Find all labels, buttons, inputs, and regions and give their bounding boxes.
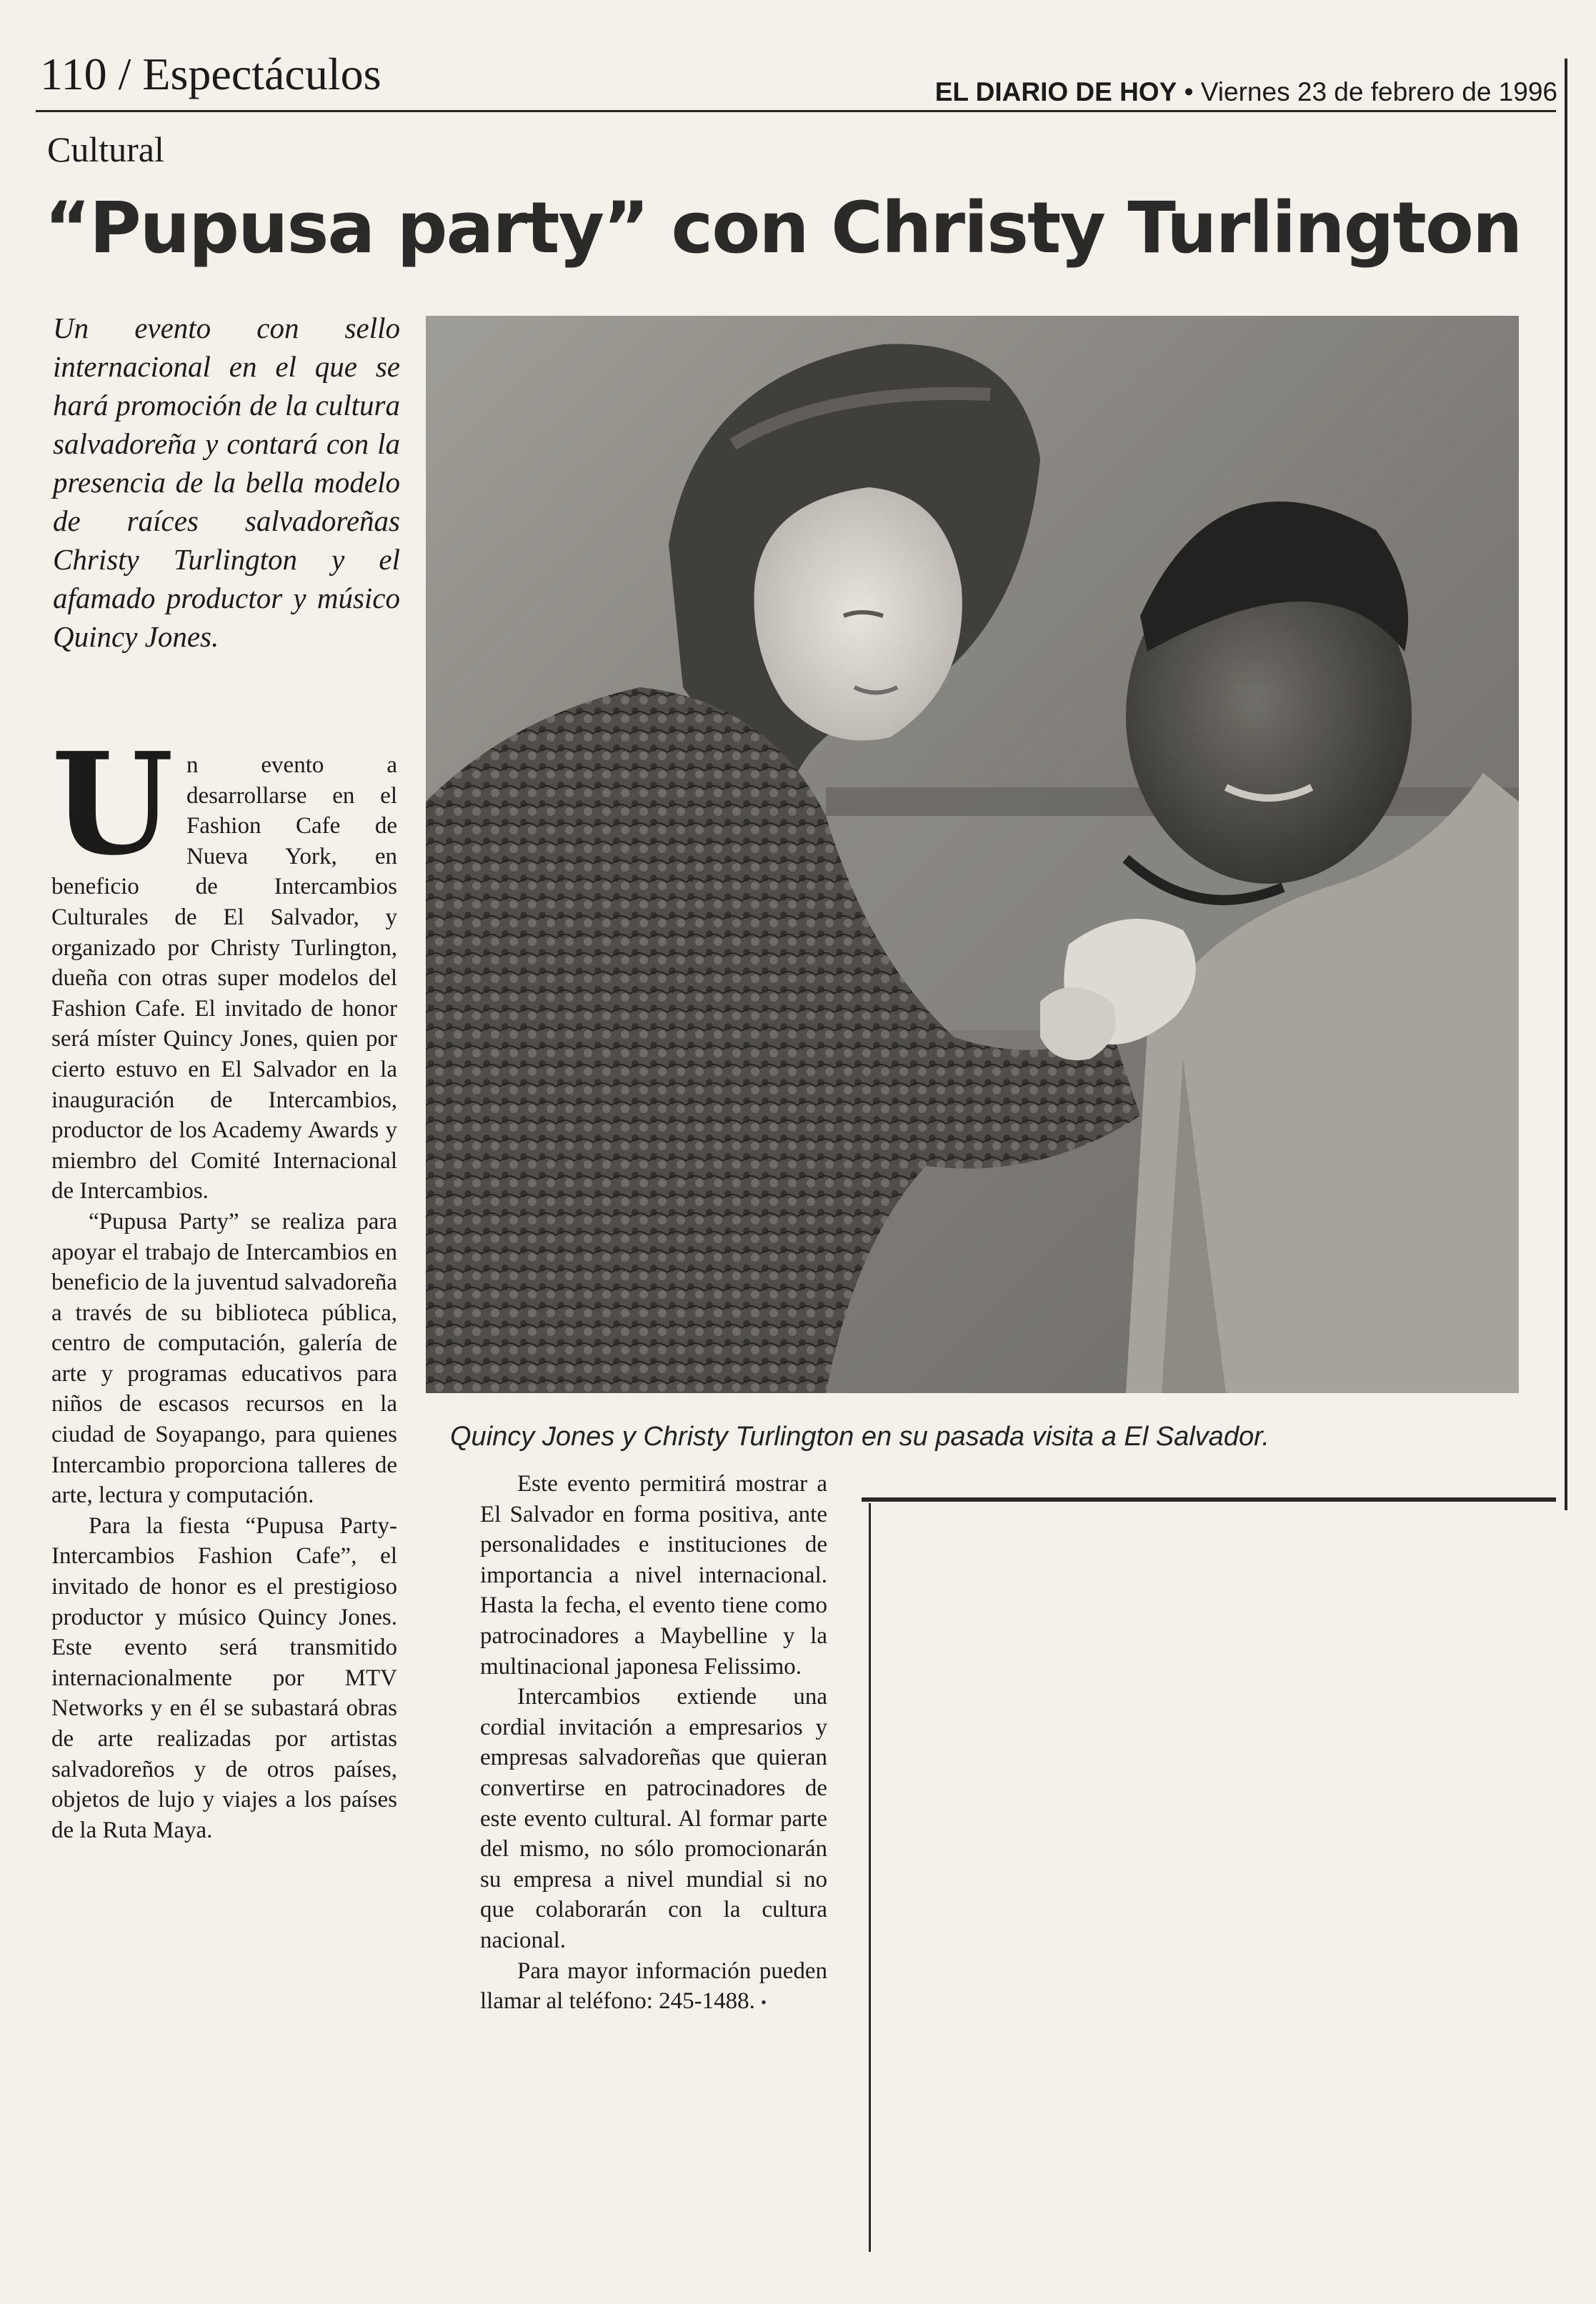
- paragraph-4: Este evento permitirá mostrar a El Salvador en forma positiva, ante personalidades e instituciones de importancia a nivel internacional. Hasta la fecha, el evento tiene como patrocinadores a Maybelline y la multinacional japonesa Felissimo.: [480, 1471, 827, 1680]
- paragraph-2: “Pupusa Party” se realiza para apoyar el trabajo de Intercambios en beneficio de la juventud salvadoreña a través de su biblioteca pública, centro de computación, galería de arte y programas educativos para niños de escasos recursos en la ciudad de Soyapango, para quienes Intercambio proporciona talleres de arte, lectura y computación.: [51, 1208, 397, 1509]
- masthead-separator: •: [1184, 77, 1194, 106]
- paragraph-3: Para la fiesta “Pupusa Party- Intercambios Fashion Cafe”, el invitado de honor es el prestigioso productor y músico Quincy Jones. Este evento será transmitido internacionalmente por MTV Networks y en él se subastará obras de arte realizadas por artistas salvadoreños y de otros países, objetos de lujo y viajes a los países de la Ruta Maya.: [51, 1512, 397, 1843]
- issue-date: Viernes 23 de febrero de 1996: [1200, 77, 1557, 106]
- section-kicker: Cultural: [47, 129, 164, 169]
- right-frame-rule: [1565, 59, 1567, 1510]
- article-column-2: [480, 1469, 827, 2018]
- headline: “Pupusa party” con Christy Turlington: [44, 187, 1522, 269]
- paragraph-1: [51, 722, 397, 1207]
- article-column-1: [51, 722, 397, 1845]
- article-deck: Un evento con sello internacional en el que se hará promoción de la cultura salvadoreña y contará con la presencia de la bella modelo de raíces salvadoreñas Christy Turlington y el afamado productor y músico Quincy Jones.: [53, 311, 400, 653]
- photo-illustration: [426, 316, 1519, 1393]
- paragraph-6: [480, 1956, 827, 2018]
- paragraph-5: Intercambios extiende una cordial invitación a empresarios y empresas salvadoreñas que quieran convertirse en patrocinadores de este evento cultural. Al formar parte del mismo, no sólo promocionarán su empresa a nivel mundial si no que colaborarán con la cultura nacional.: [480, 1684, 827, 1953]
- paragraph-6-text: Para mayor información pueden llamar al teléfono: 245-1488.: [480, 1958, 827, 2015]
- photo-caption: Quincy Jones y Christy Turlington en su pasada visita a El Salvador.: [450, 1422, 1270, 1452]
- photo-bottom-rule: [862, 1497, 1556, 1502]
- paragraph-1-text: n evento a desarrollarse en el Fashion Cafe de Nueva York, en beneficio de Intercambios Culturales de El Salvador, y organizado por Christy Turlington, dueña con otras super modelos del Fashion Cafe. El invitado de honor será míster Quincy Jones, quien por cierto estuvo en El Salvador en la inauguración de Intercambios, productor de los Academy Awards y miembro del Comité Internacional de Intercambios.: [51, 752, 397, 1205]
- column-divider: [869, 1503, 871, 2252]
- end-mark: •: [761, 1993, 767, 2012]
- article-photo: [426, 316, 1519, 1393]
- masthead: [935, 77, 1557, 107]
- section-label: 110 / Espectáculos: [40, 49, 381, 99]
- header-rule: [36, 110, 1556, 112]
- drop-cap: U: [51, 722, 174, 887]
- newspaper-name: EL DIARIO DE HOY: [934, 77, 1177, 106]
